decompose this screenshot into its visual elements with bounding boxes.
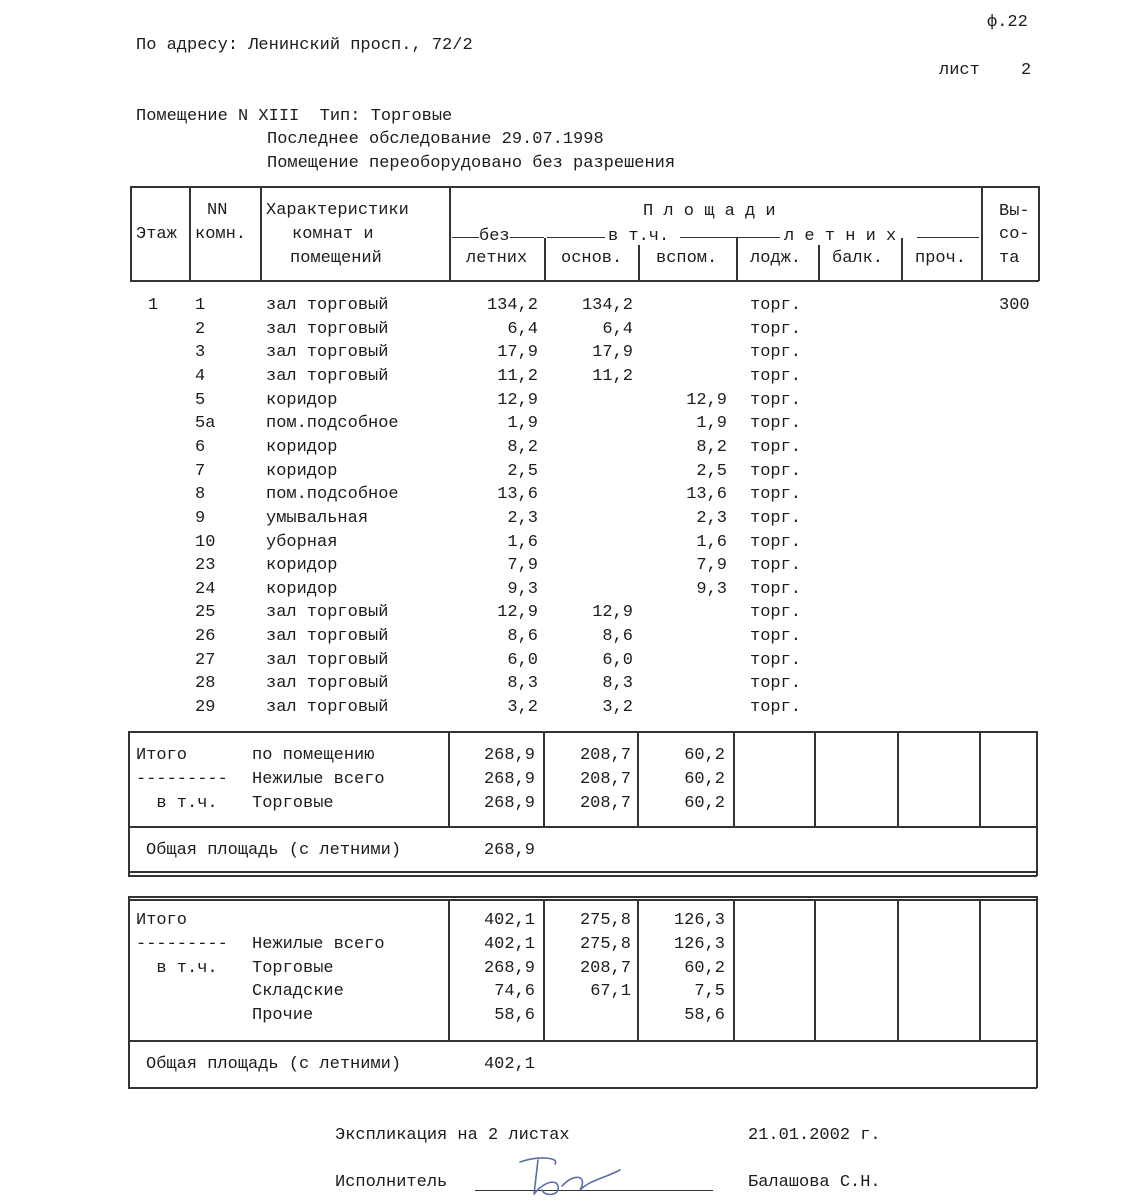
main-area-cell: 6,4 [602,319,633,339]
room-number-cell: 25 [195,603,216,623]
room-number-cell: 9 [195,508,206,528]
summary-total: 74,6 [494,982,535,1002]
height-cell: 300 [999,296,1030,315]
summary-aux: 60,2 [684,958,725,978]
room-number-cell: 29 [195,698,216,718]
executor-name: Балашова С.Н. [748,1173,881,1192]
room-number-cell: 8 [195,485,206,505]
main-area-cell: 6,0 [602,650,633,670]
total-area-cell: 3,2 [507,698,538,718]
summary-total: 268,9 [483,769,535,789]
explication-note: Экспликация на 2 листах [335,1126,570,1145]
overall-area-label: Общая площадь (с летними) [146,841,402,860]
summary-aux: 7,5 [694,982,725,1002]
room-name-cell: зал торговый [266,603,389,623]
aux-area-cell: 2,3 [696,508,727,528]
room-name-cell: пом.подсобное [266,414,399,434]
summary-label-b: Нежилые всего [252,769,385,789]
room-name-cell: коридор [266,461,338,481]
total-area-cell: 6,0 [507,650,538,670]
summary-label-b: Торговые [252,793,334,813]
room-name-cell: зал торговый [266,650,389,670]
header-char-1: Характеристики [266,201,409,220]
total-area-cell: 12,9 [497,603,538,623]
header-height-3: та [999,249,1020,268]
main-area-cell: 3,2 [602,698,633,718]
summary-label-a: --------- [136,934,228,954]
usage-cell: торг. [750,414,802,434]
summary-label-a: в т.ч. [136,958,218,978]
form-code: ф.22 [987,13,1028,32]
total-area-cell: 2,3 [507,508,538,528]
summary-aux: 60,2 [684,769,725,789]
overall-area-label-2: Общая площадь (с летними) [146,1055,402,1074]
header-including: в т.ч. [608,227,670,246]
aux-area-cell: 1,9 [696,414,727,434]
usage-cell: торг. [750,603,802,623]
aux-area-cell: 9,3 [696,579,727,599]
summary-label-a: --------- [136,769,228,789]
usage-cell: торг. [750,461,802,481]
room-name-cell: зал торговый [266,366,389,386]
header-areas: П л о щ а д и [643,202,776,221]
room-name-cell: зал торговый [266,319,389,339]
main-area-cell: 8,3 [602,674,633,694]
summary-total: 268,9 [483,958,535,978]
usage-cell: торг. [750,650,802,670]
aux-area-cell: 1,6 [696,532,727,552]
summary-total: 268,9 [483,793,535,813]
room-number-cell: 27 [195,650,216,670]
main-area-cell: 12,9 [592,603,633,623]
summary-total: 268,9 [483,746,535,765]
room-number-cell: 2 [195,319,206,339]
usage-cell: торг. [750,674,802,694]
usage-cell: торг. [750,579,802,599]
room-number-cell: 5 [195,390,206,410]
total-area-cell: 8,2 [507,437,538,457]
usage-cell: торг. [750,698,802,718]
summary-main: 208,7 [579,958,631,978]
room-number-cell: 7 [195,461,206,481]
room-name-cell: коридор [266,556,338,576]
room-number-cell: 6 [195,437,206,457]
usage-cell: торг. [750,437,802,457]
usage-cell: торг. [750,556,802,576]
header-main: основ. [561,249,623,268]
header-summer-spaced: л е т н и х [784,227,897,246]
aux-area-cell: 8,2 [696,437,727,457]
main-area-cell: 8,6 [602,627,633,647]
summary-main: 208,7 [579,769,631,789]
document-date: 21.01.2002 г. [748,1126,881,1145]
total-area-cell: 1,6 [507,532,538,552]
summary-main: 275,8 [579,911,631,930]
summary-total: 58,6 [494,1006,535,1026]
summary-aux: 126,3 [673,934,725,954]
summary-label-b: Складские [252,982,344,1002]
summary-total: 402,1 [483,911,535,930]
total-area-cell: 7,9 [507,556,538,576]
room-number-cell: 26 [195,627,216,647]
summary-main: 67,1 [590,982,631,1002]
summary-main: 275,8 [579,934,631,954]
sheet-number: 2 [1021,61,1032,80]
room-name-cell: коридор [266,437,338,457]
header-other: проч. [915,249,967,268]
usage-cell: торг. [750,390,802,410]
usage-cell: торг. [750,508,802,528]
summary-label-a: Итого [136,911,188,930]
summary-aux: 58,6 [684,1006,725,1026]
total-area-cell: 11,2 [497,366,538,386]
premises-line-2: Последнее обследование 29.07.1998 [267,130,604,149]
header-height-2: со- [999,225,1030,244]
total-area-cell: 9,3 [507,579,538,599]
aux-area-cell: 13,6 [686,485,727,505]
aux-area-cell: 12,9 [686,390,727,410]
sheet-label: лист [939,61,980,80]
header-char-3: помещений [290,249,382,268]
header-summer: летних [466,249,528,268]
total-area-cell: 6,4 [507,319,538,339]
summary-label-b: по помещению [252,746,375,765]
summary-main: 208,7 [579,793,631,813]
total-area-cell: 8,6 [507,627,538,647]
overall-area-value-2: 402,1 [483,1055,535,1074]
room-name-cell: коридор [266,579,338,599]
summary-aux: 126,3 [673,911,725,930]
total-area-cell: 134,2 [486,296,538,315]
total-area-cell: 8,3 [507,674,538,694]
summary-aux: 60,2 [684,746,725,765]
header-balcony: балк. [832,249,884,268]
usage-cell: торг. [750,319,802,339]
usage-cell: торг. [750,343,802,363]
main-area-cell: 134,2 [581,296,633,315]
usage-cell: торг. [750,627,802,647]
header-char-2: комнат и [292,225,374,244]
room-name-cell: зал торговый [266,296,389,315]
signature [500,1150,640,1200]
total-area-cell: 12,9 [497,390,538,410]
summary-label-a: Итого [136,746,188,765]
usage-cell: торг. [750,296,802,315]
room-name-cell: пом.подсобное [266,485,399,505]
floor-cell: 1 [148,296,159,315]
aux-area-cell: 7,9 [696,556,727,576]
summary-total: 402,1 [483,934,535,954]
room-name-cell: уборная [266,532,338,552]
executor-label: Исполнитель [335,1173,448,1192]
room-number-cell: 4 [195,366,206,386]
room-name-cell: зал торговый [266,674,389,694]
premises-line-1: Помещение N XIII Тип: Торговые [136,107,453,126]
room-name-cell: зал торговый [266,627,389,647]
premises-line-3: Помещение переоборудовано без разрешения [267,154,676,173]
header-loggia: лодж. [750,249,802,268]
overall-area-value: 268,9 [483,841,535,860]
room-number-cell: 5а [195,414,216,434]
room-name-cell: зал торговый [266,698,389,718]
summary-label-a: в т.ч. [136,793,218,813]
summary-label-b: Торговые [252,958,334,978]
header-floor: Этаж [136,225,177,244]
summary-label-b: Прочие [252,1006,314,1026]
total-area-cell: 13,6 [497,485,538,505]
total-area-cell: 2,5 [507,461,538,481]
room-number-cell: 23 [195,556,216,576]
room-number-cell: 1 [195,296,206,315]
usage-cell: торг. [750,366,802,386]
main-area-cell: 17,9 [592,343,633,363]
room-name-cell: зал торговый [266,343,389,363]
summary-label-b: Нежилые всего [252,934,385,954]
room-number-cell: 28 [195,674,216,694]
header-height-1: Вы- [999,202,1030,221]
main-area-cell: 11,2 [592,366,633,386]
usage-cell: торг. [750,485,802,505]
room-name-cell: умывальная [266,508,369,528]
header-room-number: комн. [195,225,247,244]
total-area-cell: 17,9 [497,343,538,363]
header-nn: NN [207,201,228,220]
room-name-cell: коридор [266,390,338,410]
room-number-cell: 24 [195,579,216,599]
room-number-cell: 3 [195,343,206,363]
summary-main: 208,7 [579,746,631,765]
header-without: без [479,227,510,246]
total-area-cell: 1,9 [507,414,538,434]
aux-area-cell: 2,5 [696,461,727,481]
header-aux: вспом. [656,249,718,268]
usage-cell: торг. [750,532,802,552]
room-number-cell: 10 [195,532,216,552]
summary-aux: 60,2 [684,793,725,813]
address: По адресу: Ленинский просп., 72/2 [136,36,473,55]
